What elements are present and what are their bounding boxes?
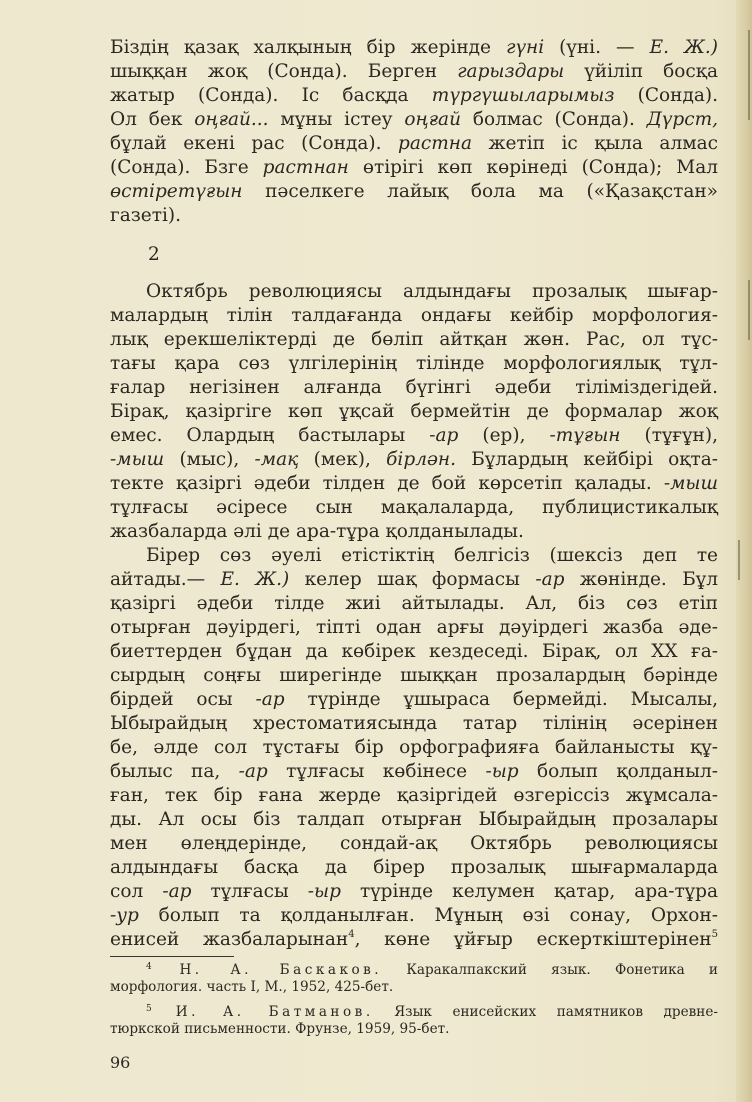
- text-run: пәселкеге лайық бола ма («Қазақстан»: [242, 181, 718, 202]
- text-run: (Сонда).: [614, 85, 718, 106]
- text-line: [110, 592, 718, 616]
- text-line: [110, 712, 718, 736]
- text-run: тюркской письменности. Фрунзе, 1959, 95-бет.: [110, 1021, 450, 1037]
- text-run: (тұғұн),: [620, 425, 718, 446]
- text-run: сырдың соңғы ширегінде шыққан прозалардың бәрінде: [110, 665, 718, 686]
- text-line: [110, 304, 718, 328]
- text-run: ды. Ал осы біз талдап отырған Ыбырайдың прозалары: [110, 809, 718, 830]
- text-run: (Сонда). Бзге: [110, 157, 263, 178]
- text-line: [110, 979, 718, 996]
- text-run: шыққан жоқ (Сонда). Берген: [110, 61, 458, 82]
- text-run: сол: [110, 881, 163, 902]
- italic-example: -ар: [255, 689, 285, 710]
- scan-mark: [748, 280, 750, 340]
- text-run: жетіп іс қыла алмас: [472, 133, 718, 154]
- scan-mark: [738, 540, 740, 580]
- footnote: [110, 996, 718, 1038]
- footnote-marker: 4: [146, 962, 152, 972]
- italic-example: -ыр: [485, 761, 519, 782]
- text-run: Ол бек: [110, 109, 195, 130]
- text-line: [110, 376, 718, 400]
- text-line: [110, 60, 718, 84]
- page-edge-shadow: [736, 0, 752, 1102]
- text-line: [110, 784, 718, 808]
- text-run: өтірігі көп көрінеді (Сонда); Мал: [348, 157, 718, 178]
- text-line: [110, 36, 718, 60]
- text-line: [110, 904, 718, 928]
- scan-mark: [748, 30, 750, 120]
- text-run: болып қолданыл-: [518, 761, 718, 782]
- text-run: Язык енисейских памятников древне-: [373, 1004, 718, 1020]
- italic-example: бірлән.: [386, 449, 456, 470]
- text-run: тағы қара сөз үлгілерінің тілінде морфологиялық тұл-: [110, 353, 718, 374]
- text-run: жатыр (Сонда). Іс басқда: [110, 85, 432, 106]
- text-run: Бірер сөз әуелі етістіктің белгісіз (шексіз деп те: [146, 545, 718, 566]
- text-run: (мек),: [298, 449, 387, 470]
- text-run: жазбаларда әлі де ара-тұра қолданылады.: [110, 521, 524, 542]
- quote-paragraph: [110, 36, 718, 228]
- text-run: мен өлеңдерінде, сондай-ақ Октябрь революциясы: [110, 833, 718, 854]
- text-run: морфология. часть I, М., 1952, 425-бет.: [110, 979, 394, 995]
- text-line: [110, 760, 718, 784]
- text-line: [110, 280, 718, 304]
- italic-example: оңғай: [404, 109, 462, 130]
- italic-example: -ар: [238, 761, 268, 782]
- text-run: қазіргі әдеби тілде жиі айтылады. Ал, біз сөз етіп: [110, 593, 718, 614]
- text-run: газеті).: [110, 205, 182, 226]
- text-line: [110, 568, 718, 592]
- text-line: [110, 84, 718, 108]
- text-run: малардың тілін талдағанда ондағы кейбір морфология-: [110, 305, 718, 326]
- text-run: И. А. Батманов.: [151, 1004, 374, 1020]
- text-run: (мыс),: [164, 449, 255, 470]
- italic-example: -мыш: [110, 449, 165, 470]
- text-run: түрінде ұшыраса бермейді. Мысалы,: [284, 689, 718, 710]
- footnote-marker: 4: [348, 929, 355, 940]
- text-line: [110, 688, 718, 712]
- italic-example: Е. Ж.): [649, 37, 718, 58]
- text-line: [110, 962, 718, 979]
- text-run: Бірақ, қазіргіге көп ұқсай бермейтін де формалар жоқ: [110, 401, 718, 422]
- text-line: [110, 156, 718, 180]
- italic-example: -ур: [110, 905, 139, 926]
- text-run: Біздің қазақ халқының бір жерінде: [110, 37, 507, 58]
- text-line: [110, 1021, 718, 1038]
- text-run: ған, тек бір ғана жерде қазіргідей өзгеріссіз жұмсала-: [110, 785, 718, 806]
- text-line: [110, 832, 718, 856]
- text-run: (үні. —: [544, 37, 650, 58]
- text-run: болмас (Сонда).: [461, 109, 647, 130]
- text-line: [110, 496, 718, 520]
- text-line: [110, 520, 718, 544]
- text-run: айтады.—: [110, 569, 221, 590]
- text-run: тұлғасы: [191, 881, 308, 902]
- footnote-divider: [110, 956, 234, 957]
- text-line: [110, 640, 718, 664]
- text-line: [110, 204, 718, 228]
- italic-example: растна: [398, 133, 472, 154]
- text-run: мұны істеу: [268, 109, 405, 130]
- italic-example: өстіретүғын: [110, 181, 243, 202]
- text-run: тұлғасы көбінесе: [267, 761, 486, 782]
- text-run: бұлай екені рас (Сонда).: [110, 133, 398, 154]
- italic-example: -мақ: [254, 449, 299, 470]
- text-line: [110, 352, 718, 376]
- text-run: Н. А. Баскаков.: [151, 962, 383, 978]
- text-run: ғалар негізінен алғанда бүгінгі әдеби тіліміздегідей.: [110, 377, 718, 398]
- text-run: алдындағы басқа да бірер прозалық шығармаларда: [110, 857, 718, 878]
- text-run: отырған дәуірдегі, тіпті одан арғы дәуірдегі жазба әде-: [110, 617, 718, 638]
- italic-example: -ар: [162, 881, 192, 902]
- text-run: болып та қолданылған. Мұның өзі сонау, Орхон-: [138, 905, 718, 926]
- italic-example: Е. Ж.): [220, 569, 290, 590]
- text-run: лық ерекшеліктерді де бөліп айтқан жөн. Рас, ол тұс-: [110, 329, 718, 350]
- footnotes: [110, 962, 718, 1038]
- text-run: тұлғасы әсіресе сын мақалаларда, публицистикалық: [110, 497, 718, 518]
- italic-example: -ыр: [307, 881, 341, 902]
- italic-example: -ар: [429, 425, 459, 446]
- text-run: үйіліп босқа: [564, 61, 719, 82]
- text-line: [110, 880, 718, 904]
- text-run: түрінде келумен қатар, ара-тұра: [340, 881, 719, 902]
- footnote: [110, 962, 718, 996]
- body-paragraph-2: [110, 544, 718, 952]
- text-run: (ер),: [458, 425, 550, 446]
- text-run: Октябрь революциясы алдындағы прозалық шығар-: [146, 281, 718, 302]
- text-line: [110, 736, 718, 760]
- text-run: , көне ұйғыр ескерткіштерінен: [354, 929, 712, 950]
- body-paragraph-1: [110, 280, 718, 544]
- italic-example: гарыздары: [457, 61, 565, 82]
- text-line: [110, 664, 718, 688]
- text-run: былыс па,: [110, 761, 239, 782]
- text-run: Каракалпакский язык. Фонетика и: [382, 962, 718, 978]
- text-run: биеттерден бұдан да көбірек кездеседі. Бірақ, ол XX ға-: [110, 641, 718, 662]
- page-number: 96: [110, 1053, 131, 1072]
- italic-example: түргүшыларымыз: [431, 85, 615, 106]
- text-run: бе, әлде сол тұстағы бір орфографияға байланысты құ-: [110, 737, 718, 758]
- text-line: [110, 1004, 718, 1021]
- text-run: енисей жазбаларынан: [110, 929, 349, 950]
- text-run: Ыбырайдың хрестоматиясында татар тілінің әсерінен: [110, 713, 718, 734]
- italic-example: -ар: [535, 569, 565, 590]
- footnote-marker: 5: [146, 1004, 152, 1014]
- text-line: [110, 808, 718, 832]
- text-line: [110, 856, 718, 880]
- text-run: емес. Олардың бастылары: [110, 425, 430, 446]
- text-line: [110, 400, 718, 424]
- text-line: [110, 928, 718, 952]
- italic-example: гүні: [506, 37, 545, 58]
- text-line: [110, 424, 718, 448]
- text-line: [110, 132, 718, 156]
- italic-example: растнан: [262, 157, 349, 178]
- italic-example: -мыш: [663, 473, 718, 494]
- footnote-marker: 5: [711, 929, 718, 940]
- text-run: Бұлардың кейбірі оқта-: [456, 449, 718, 470]
- text-line: [110, 448, 718, 472]
- text-line: [110, 328, 718, 352]
- text-line: [110, 472, 718, 496]
- text-run: жөнінде. Бұл: [564, 569, 719, 590]
- text-run: келер шақ формасы: [289, 569, 536, 590]
- italic-example: -тұғын: [549, 425, 621, 446]
- text-run: текте қазіргі әдеби тілден де бой көрсетіп қалады.: [110, 473, 664, 494]
- section-number: 2: [148, 244, 160, 265]
- text-line: [110, 108, 718, 132]
- text-line: [110, 180, 718, 204]
- text-line: [110, 616, 718, 640]
- italic-example: Дүрст,: [646, 109, 718, 130]
- italic-example: оңғай...: [194, 109, 269, 130]
- text-line: [110, 544, 718, 568]
- text-run: бірдей осы: [110, 689, 256, 710]
